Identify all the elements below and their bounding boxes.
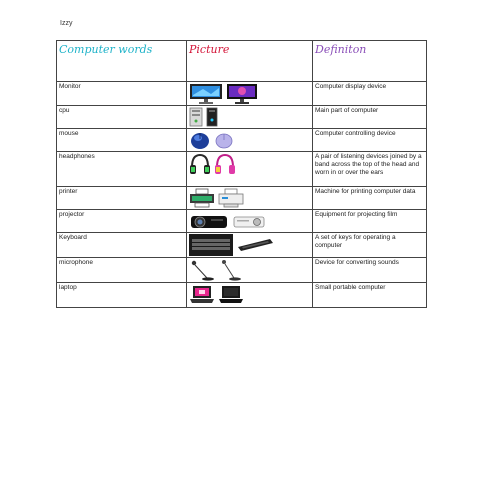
header-computer-words: Computer words xyxy=(57,41,187,82)
microphone-stand-icon xyxy=(189,259,215,281)
printer-green-icon xyxy=(189,188,215,208)
word-cell: cpu xyxy=(57,106,187,129)
picture-cell xyxy=(187,283,313,308)
monitor-icon xyxy=(189,83,223,104)
header-picture: Picture xyxy=(187,41,313,82)
word-cell: Monitor xyxy=(57,82,187,106)
printer-white-icon xyxy=(218,188,244,208)
cpu-tower-icon xyxy=(206,107,218,127)
word-cell: Keyboard xyxy=(57,233,187,258)
laptop-pink-icon xyxy=(189,284,215,306)
word-cell: projector xyxy=(57,210,187,233)
mouse-blue-icon xyxy=(189,130,211,150)
definition-cell: Small portable computer xyxy=(313,283,427,308)
table-row xyxy=(57,258,427,283)
word-cell: mouse xyxy=(57,129,187,152)
projector-black-icon xyxy=(189,211,229,231)
projector-white-icon xyxy=(232,211,266,231)
picture-cell xyxy=(187,210,313,233)
table-row xyxy=(57,82,427,106)
keyboard-black-icon xyxy=(236,237,274,253)
picture-cell xyxy=(187,82,313,106)
table-row xyxy=(57,152,427,187)
cpu-tower-icon xyxy=(189,107,203,127)
laptop-black-icon xyxy=(218,284,244,306)
table-row xyxy=(57,233,427,258)
word-cell: laptop xyxy=(57,283,187,308)
header-definition: Definiton xyxy=(313,41,427,82)
definition-cell: Machine for printing computer data xyxy=(313,187,427,210)
definition-cell: A set of keys for operating a computer xyxy=(313,233,427,258)
microphone-stand-icon xyxy=(218,259,244,281)
table-row xyxy=(57,187,427,210)
mouse-lilac-icon xyxy=(214,130,234,150)
definition-cell: A pair of listening devices joined by a band across the top of the head and worn in or over the ears xyxy=(313,152,427,187)
word-cell: printer xyxy=(57,187,187,210)
headphones-green-icon xyxy=(189,153,211,177)
definition-cell: Device for converting sounds xyxy=(313,258,427,283)
keyboard-photo-icon xyxy=(189,234,233,256)
picture-cell xyxy=(187,233,313,258)
monitor-purple-icon xyxy=(226,83,258,104)
picture-cell xyxy=(187,152,313,187)
definition-cell: Computer display device xyxy=(313,82,427,106)
picture-cell xyxy=(187,258,313,283)
word-cell: headphones xyxy=(57,152,187,187)
author-name: Izzy xyxy=(60,20,73,27)
definition-cell: Equipment for projecting film xyxy=(313,210,427,233)
table-row xyxy=(57,129,427,152)
picture-cell xyxy=(187,129,313,152)
word-cell: microphone xyxy=(57,258,187,283)
headphones-pink-icon xyxy=(214,153,236,177)
definition-cell: Computer controlling device xyxy=(313,129,427,152)
table-header-row xyxy=(57,41,427,82)
picture-cell xyxy=(187,106,313,129)
table-row xyxy=(57,106,427,129)
definition-cell: Main part of computer xyxy=(313,106,427,129)
table-row xyxy=(57,210,427,233)
picture-cell xyxy=(187,187,313,210)
table-row xyxy=(57,283,427,308)
vocabulary-table xyxy=(56,40,427,308)
